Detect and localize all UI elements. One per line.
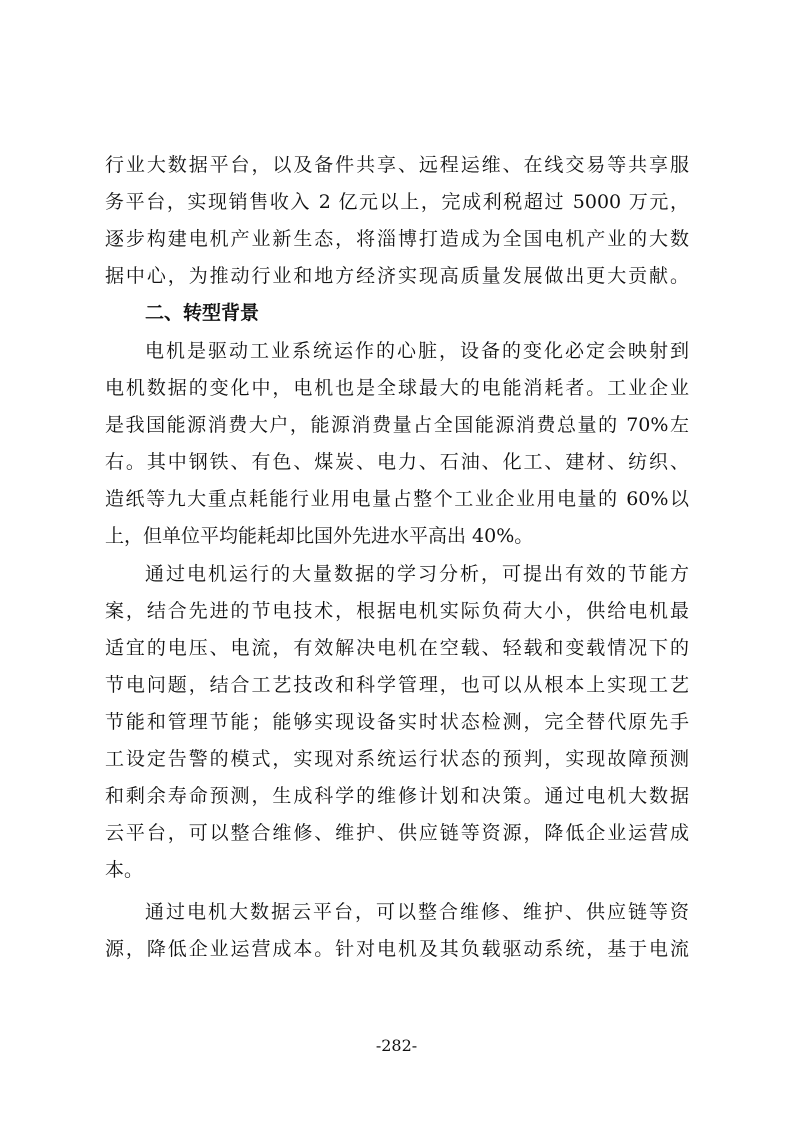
paragraph-3-line-9: 本。 xyxy=(105,859,144,881)
paragraph-3-line-2: 案，结合先进的节电技术，根据电机实际负荷大小，供给电机最 xyxy=(105,600,689,622)
paragraph-2-line-4: 右。其中钢铁、有色、煤炭、电力、石油、化工、建材、纺织、 xyxy=(105,451,689,473)
paragraph-3-line-4: 节电问题，结合工艺技改和科学管理，也可以从根本上实现工艺 xyxy=(105,674,689,696)
paragraph-2-line-3: 是我国能源消费大户，能源消费量占全国能源消费总量的 70%左 xyxy=(105,414,689,436)
paragraph-2-line-6: 上，但单位平均能耗却比国外先进水平高出 40%。 xyxy=(105,525,534,547)
paragraph-1-line-2: 务平台，实现销售收入 2 亿元以上，完成利税超过 5000 万元， xyxy=(105,191,689,213)
paragraph-3-line-8: 云平台，可以整合维修、维护、供应链等资源，降低企业运营成 xyxy=(105,822,689,844)
paragraph-3-line-3: 适宜的电压、电流，有效解决电机在空载、轻载和变载情况下的 xyxy=(105,637,689,659)
section-heading: 二、转型背景 xyxy=(145,302,260,324)
paragraph-4-line-2: 源，降低企业运营成本。针对电机及其负载驱动系统，基于电流 xyxy=(105,938,689,960)
paragraph-1-line-4: 据中心，为推动行业和地方经济实现高质量发展做出更大贡献。 xyxy=(105,265,689,287)
paragraph-3-line-1: 通过电机运行的大量数据的学习分析，可提出有效的节能方 xyxy=(145,563,689,585)
paragraph-3-line-7: 和剩余寿命预测，生成科学的维修计划和决策。通过电机大数据 xyxy=(105,785,689,807)
paragraph-2-line-5: 造纸等九大重点耗能行业用电量占整个工业企业用电量的 60%以 xyxy=(105,488,689,510)
paragraph-1-line-3: 逐步构建电机产业新生态，将淄博打造成为全国电机产业的大数 xyxy=(105,228,689,250)
paragraph-4-line-1: 通过电机大数据云平台，可以整合维修、维护、供应链等资 xyxy=(145,901,689,923)
paragraph-3-line-6: 工设定告警的模式，实现对系统运行状态的预判，实现故障预测 xyxy=(105,748,689,770)
paragraph-1-line-1: 行业大数据平台，以及备件共享、远程运维、在线交易等共享服 xyxy=(105,154,689,176)
paragraph-3-line-5: 节能和管理节能；能够实现设备实时状态检测，完全替代原先手 xyxy=(105,711,689,733)
paragraph-2-line-2: 电机数据的变化中，电机也是全球最大的电能消耗者。工业企业 xyxy=(105,377,689,399)
paragraph-2-line-1: 电机是驱动工业系统运作的心脏，设备的变化必定会映射到 xyxy=(145,340,689,362)
page-number: -282- xyxy=(375,1036,418,1055)
